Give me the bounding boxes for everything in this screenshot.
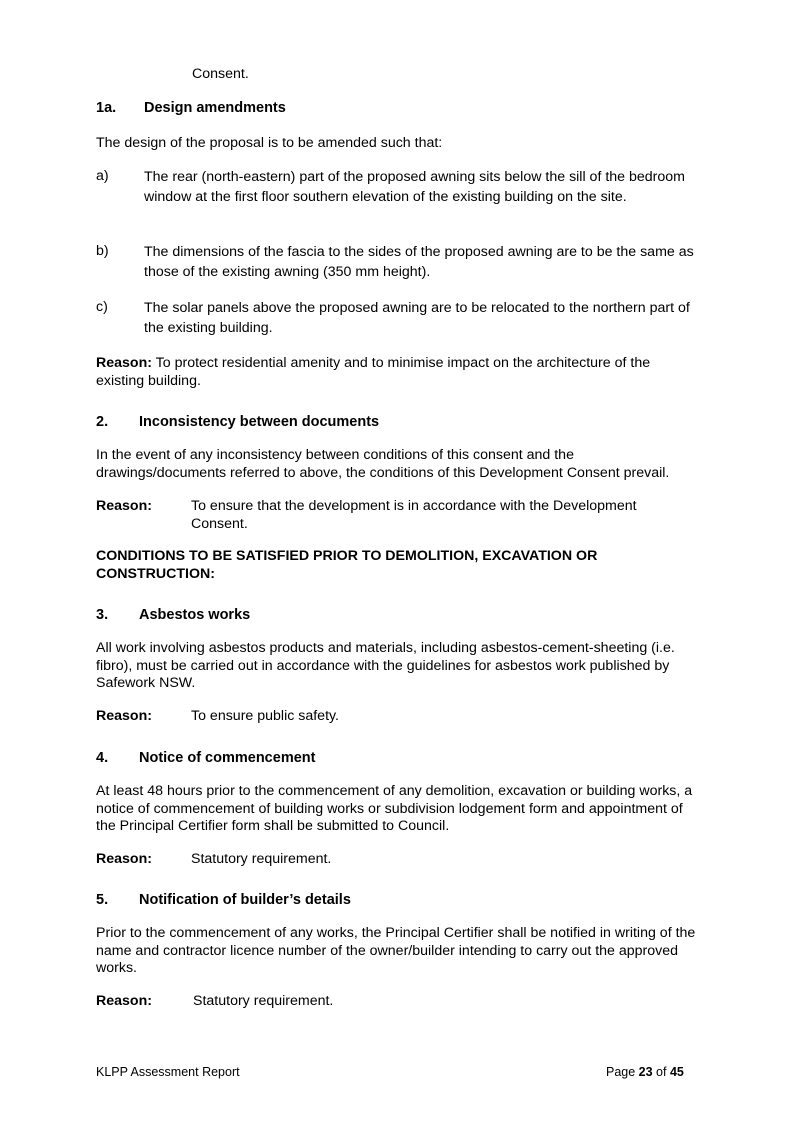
list-item [96, 299, 706, 339]
section-3-reason [96, 708, 706, 728]
section-title: Design amendments [144, 100, 286, 116]
section-number: 4. [96, 750, 109, 766]
conditions-heading: CONDITIONS TO BE SATISFIED PRIOR TO DEMOLITION, EXCAVATION OR CONSTRUCTION: [96, 548, 598, 582]
section-5-body: Prior to the commencement of any works, the Principal Certifier shall be notified in writing of the name and contractor licence number of the owner/builder intending to carry out the approved works. [96, 925, 696, 976]
section-number: 3. [96, 607, 109, 623]
section-5-heading [96, 892, 351, 910]
footer-report-title: KLPP Assessment Report [96, 1065, 240, 1079]
reason-label: Reason: [96, 993, 152, 1009]
list-item-text: The dimensions of the fascia to the sides of the proposed awning are to be the same as those of the existing awning (350 mm height). [144, 244, 694, 280]
list-item-label: c) [96, 299, 108, 315]
section-3-heading [96, 607, 250, 625]
reason-text: To ensure public safety. [191, 708, 339, 724]
list-item-text: The solar panels above the proposed awning are to be relocated to the northern part of the existing building. [144, 300, 690, 336]
list-item [96, 243, 706, 283]
section-number: 5. [96, 892, 109, 908]
reason-text: To protect residential amenity and to minimise impact on the architecture of the existing building. [96, 355, 651, 389]
section-number: 2. [96, 414, 109, 430]
section-3-body: All work involving asbestos products and materials, including asbestos-cement-sheeting (i.e. fibro), must be carried out in accordance with the guidelines for asbestos work published by Safework NSW. [96, 640, 675, 691]
footer-page-number [606, 1064, 684, 1082]
list-item [96, 168, 706, 228]
page-of: of [652, 1065, 670, 1079]
section-title: Inconsistency between documents [139, 414, 380, 430]
page-total: 45 [669, 1065, 684, 1079]
section-4-reason [96, 851, 706, 871]
page-current: 23 [638, 1065, 653, 1079]
section-4-body: At least 48 hours prior to the commencement of any demolition, excavation or building works, a notice of commencement of building works or subdivision lodgement form and appointment of the Principal Certifier form shall be submitted to Council. [96, 783, 693, 834]
list-item-label: b) [96, 243, 109, 259]
reason-text: Statutory requirement. [191, 851, 332, 867]
list-item-text: The rear (north-eastern) part of the proposed awning sits below the sill of the bedroom window at the first floor southern elevation of the existing building on the site. [144, 169, 685, 205]
section-title: Notice of commencement [139, 750, 316, 766]
reason-text: Statutory requirement. [193, 993, 334, 1009]
reason-label: Reason: [96, 355, 152, 371]
reason-label: Reason: [96, 498, 152, 514]
section-4-heading [96, 750, 315, 768]
section-1a-intro: The design of the proposal is to be amended such that: [96, 135, 443, 151]
continuation-text: Consent. [192, 66, 249, 82]
section-title: Asbestos works [139, 607, 251, 623]
reason-text: To ensure that the development is in accordance with the Development Consent. [191, 498, 637, 532]
section-number: 1a. [96, 100, 117, 116]
page-word: Page [606, 1065, 639, 1079]
reason-label: Reason: [96, 708, 152, 724]
section-1a-reason [96, 355, 698, 390]
section-2-body: In the event of any inconsistency between conditions of this consent and the drawings/documents referred to above, the conditions of this Development Consent prevail. [96, 447, 670, 481]
reason-label: Reason: [96, 851, 152, 867]
section-5-reason [96, 993, 706, 1013]
list-item-label: a) [96, 168, 109, 184]
section-2-reason [96, 498, 706, 534]
section-1a-heading [96, 100, 286, 118]
section-2-heading [96, 414, 379, 432]
section-title: Notification of builder’s details [139, 892, 351, 908]
